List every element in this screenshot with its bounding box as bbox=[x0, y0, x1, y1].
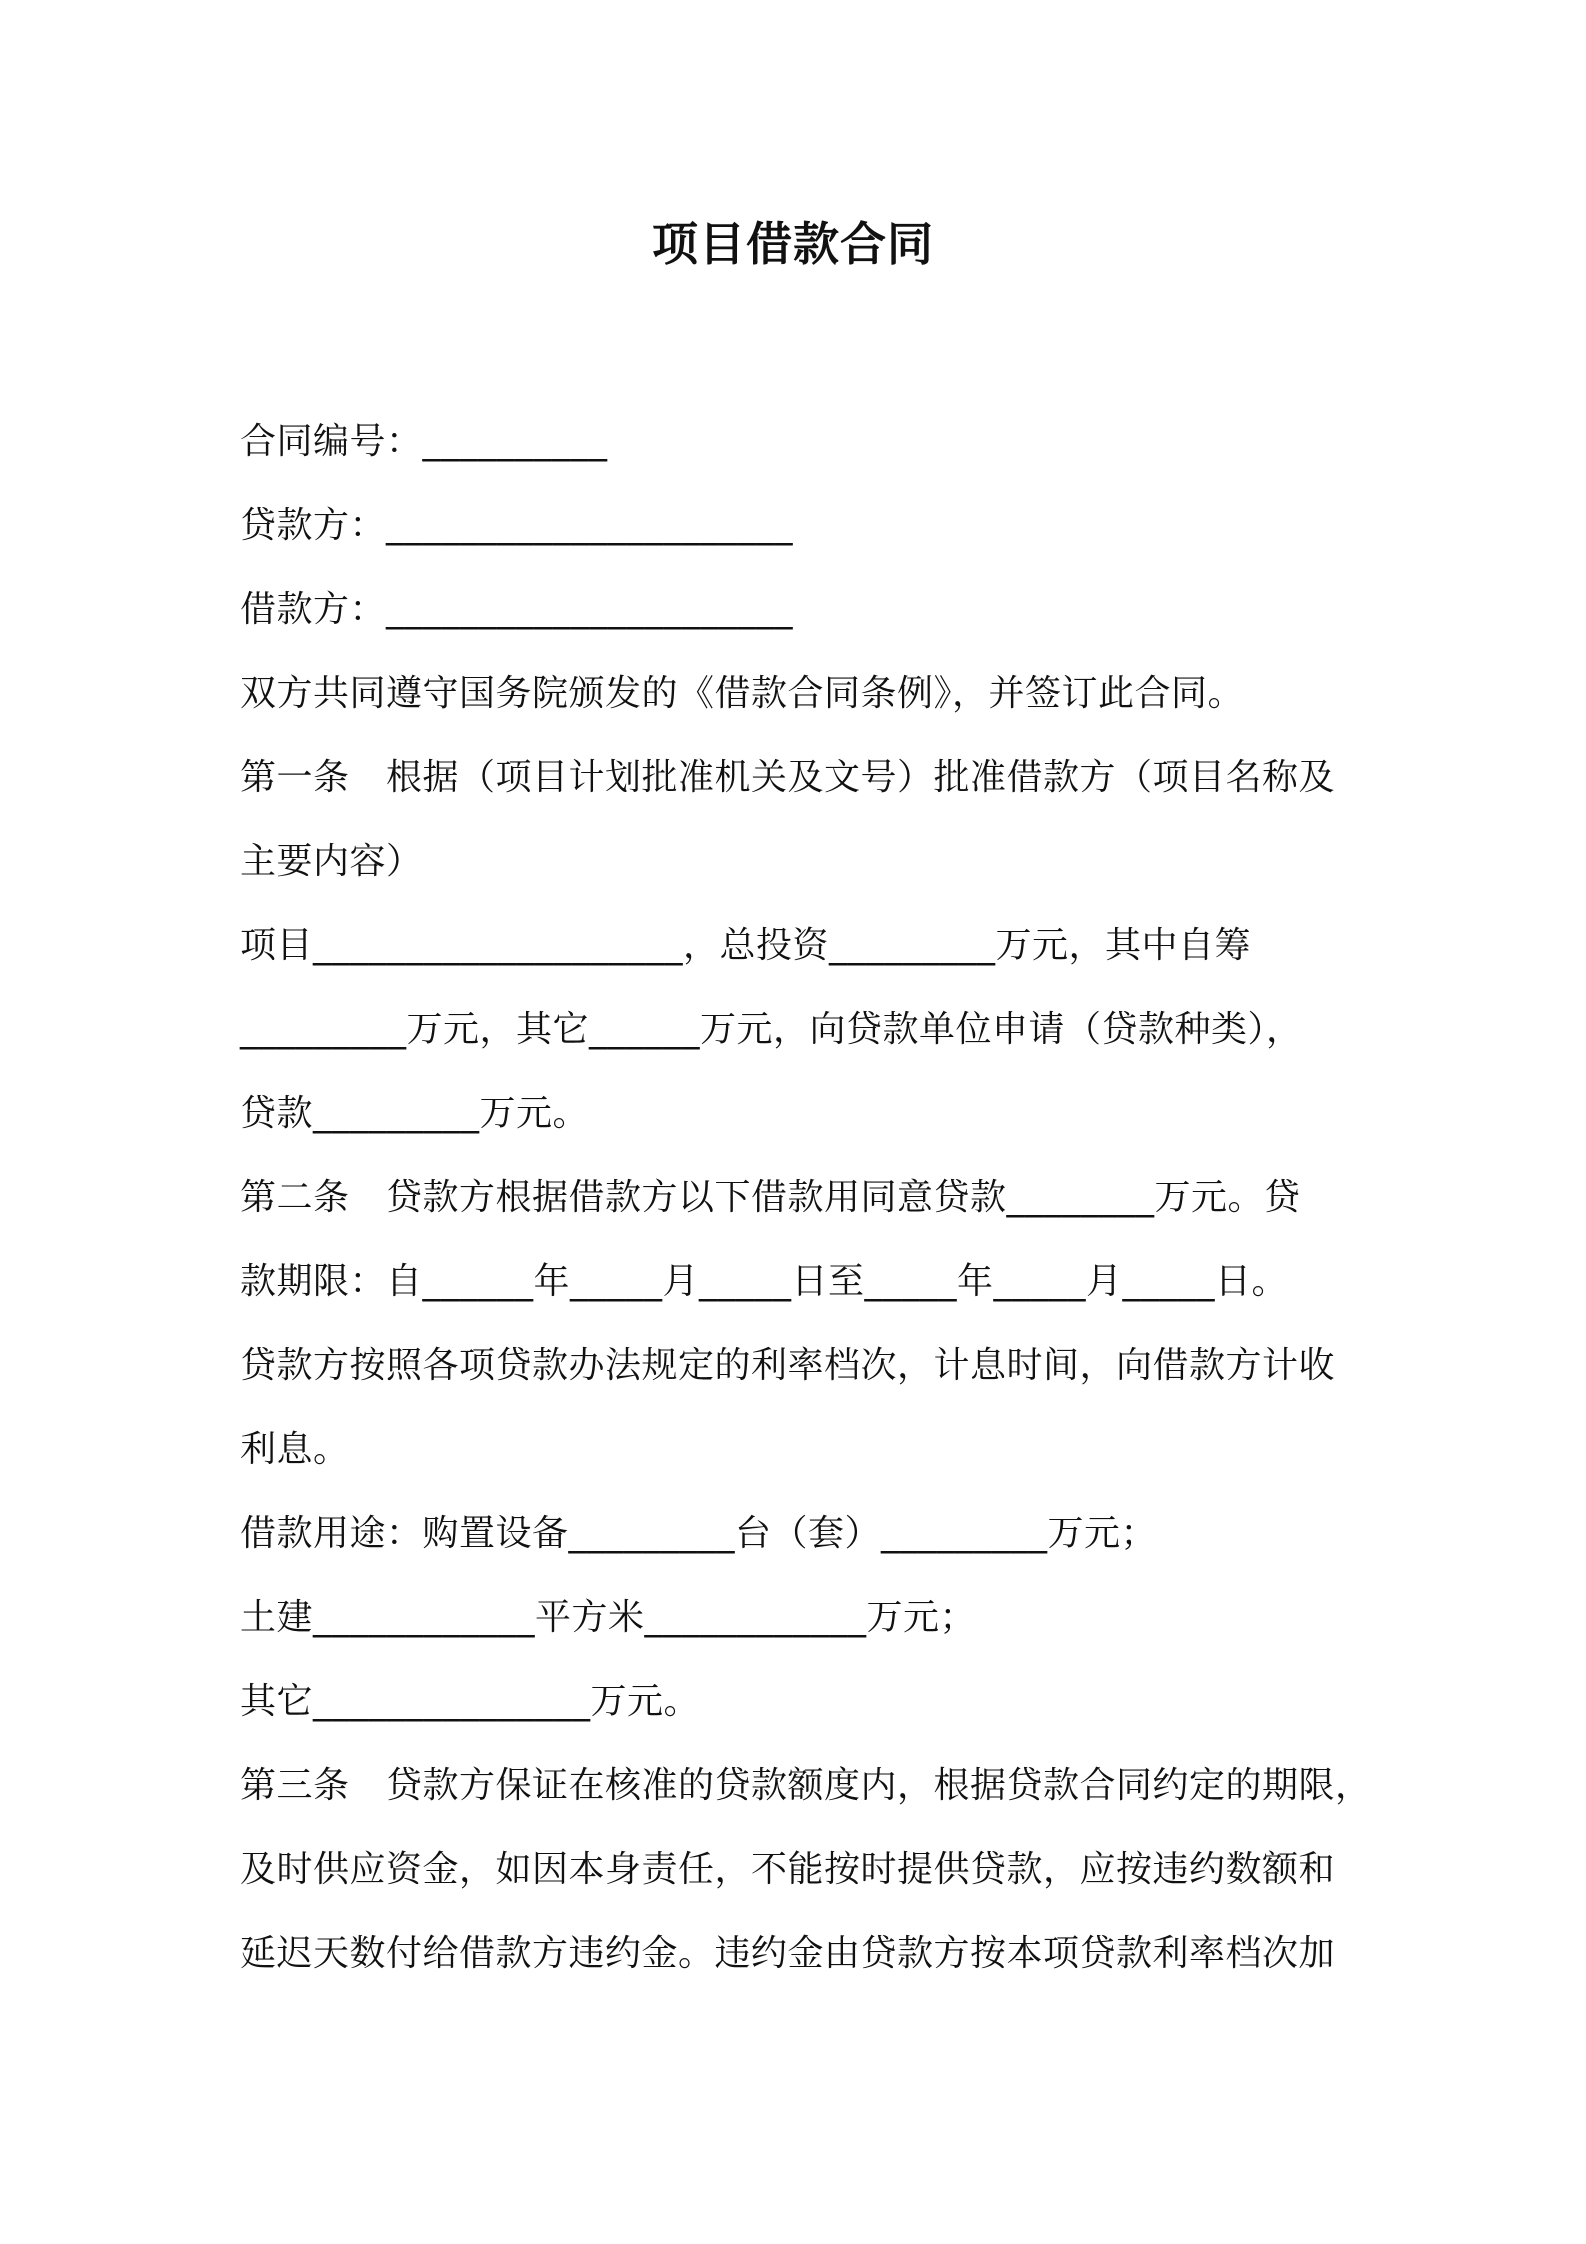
contract-number-line: 合同编号：__________ bbox=[240, 421, 608, 462]
project-line-3: 贷款_________万元。 bbox=[240, 1093, 590, 1134]
article-2-line-4: 利息。 bbox=[240, 1429, 350, 1470]
article-2-line-2: 款期限：自______年_____月_____日至_____年_____月_____日。 bbox=[240, 1261, 1289, 1302]
article-2-line-1: 第二条 贷款方根据借款方以下借款用同意贷款________万元。贷 bbox=[240, 1177, 1301, 1218]
loan-purpose-line-2: 土建____________平方米____________万元； bbox=[240, 1597, 977, 1638]
article-3-line-2: 及时供应资金，如因本身责任，不能按时提供贷款，应按违约数额和 bbox=[240, 1849, 1336, 1890]
project-line-1: 项目____________________，总投资_________万元，其中自筹 bbox=[240, 925, 1252, 966]
contract-body bbox=[240, 400, 1370, 1996]
article-1-line-2: 主要内容） bbox=[240, 841, 423, 882]
loan-purpose-line-1: 借款用途：购置设备_________台（套）_________万元； bbox=[240, 1513, 1158, 1554]
loan-purpose-line-3: 其它_______________万元。 bbox=[240, 1681, 701, 1722]
lender-line: 贷款方：______________________ bbox=[240, 505, 794, 546]
article-3-line-1: 第三条 贷款方保证在核准的贷款额度内，根据贷款合同约定的期限， bbox=[240, 1765, 1372, 1806]
borrower-line: 借款方：______________________ bbox=[240, 589, 794, 630]
preamble-line: 双方共同遵守国务院颁发的《借款合同条例》，并签订此合同。 bbox=[240, 673, 1245, 714]
article-3-line-3: 延迟天数付给借款方违约金。违约金由贷款方按本项贷款利率档次加 bbox=[240, 1933, 1336, 1974]
article-1-line-1: 第一条 根据（项目计划批准机关及文号）批准借款方（项目名称及 bbox=[240, 757, 1336, 798]
article-2-line-3: 贷款方按照各项贷款办法规定的利率档次，计息时间，向借款方计收 bbox=[240, 1345, 1336, 1386]
document-title: 项目借款合同 bbox=[652, 217, 934, 271]
project-line-2: _________万元，其它______万元，向贷款单位申请（贷款种类）， bbox=[240, 1009, 1303, 1050]
